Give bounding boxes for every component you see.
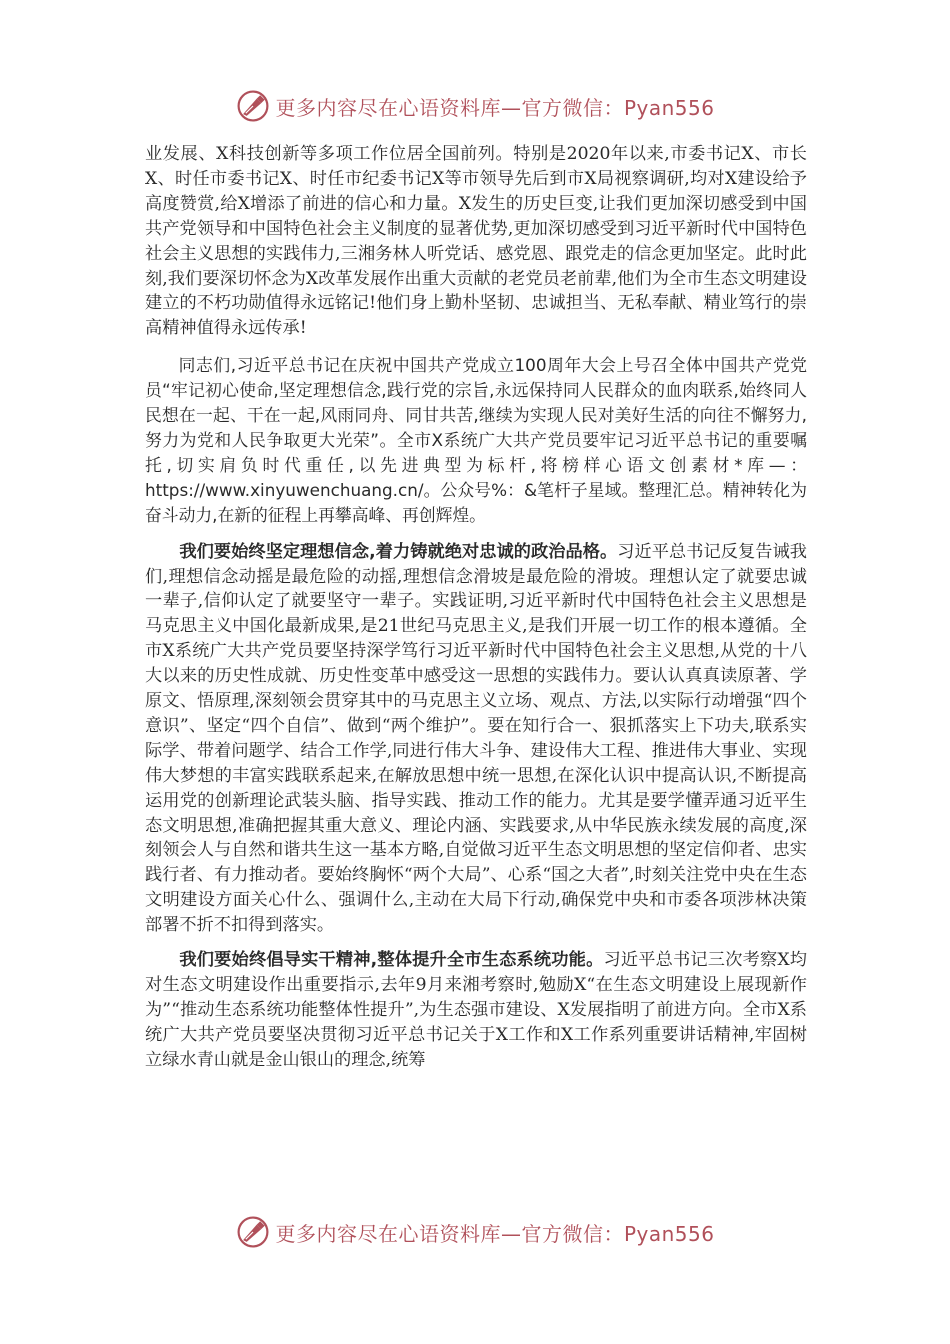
paragraph-3-body: 习近平总书记反复告诫我们,理想信念动摇是最危险的动摇,理想信念滑坡是最危险的滑坡。理想认定了就要忠诚一辈子,信仰认定了就要坚守一辈子。实践证明,习近平新时代中国特色社会主义思想是马克思主义中国化最新成果,是21世纪马克思主义,是我们开展一切工作的根本遵循。全市X系统广大共产党员要坚持深学笃行习近平新时代中国特色社会主义思想,从党的十八大以来的历史性成就、历史性变革中感受这一思想的实践伟力。要认认真真读原著、学原文、悟原理,深刻领会贯穿其中的马克思主义立场、观点、方法,以实际行动增强“四个意识”、坚定“四个自信”、做到“两个维护”。要在知行合一、狠抓落实上下功夫,联系实际学、带着问题学、结合工作学,同进行伟大斗争、建设伟大工程、推进伟大事业、实现伟大梦想的丰富实践联系起来,在解放思想中统一思想,在深化认识中提高认识,不断提高运用党的创新理论武装头脑、指导实践、推动工作的能力。尤其是要学懂弄通习近平生态文明思想,准确把握其重大意义、理论内涵、实践要求,从中华民族永续发展的高度,深刻领会人与自然和谐共生这一基本方略,自觉做习近平生态文明思想的坚定信仰者、忠实践行者、有力推动者。要始终胸怀“两个大局”、心系“国之大者”,时刻关注党中央在生态文明建设方面关心什么、强调什么,主动在大局下行动,确保党中央和市委各项涉林决策部署不折不扣得到落实。 (145, 541, 807, 936)
header-banner (0, 86, 950, 126)
paragraph-3-heading: 我们要始终坚定理想信念,着力铸就绝对忠诚的政治品格。 (179, 541, 618, 562)
paragraph-4-heading: 我们要始终倡导实干精神,整体提升全市生态系统功能。 (179, 950, 604, 971)
footer-banner-text: 更多内容尽在心语资料库—官方微信：Pyan556 (275, 1221, 715, 1246)
paragraph-3 (145, 540, 807, 939)
document-body (145, 142, 807, 1083)
paragraph-1: 业发展、X科技创新等多项工作位居全国前列。特别是2020年以来,市委书记X、市长X、时任市委书记X、时任市纪委书记X等市领导先后到市X局视察调研,均对X建设给予高度赞赏,给X增添了前进的信心和力量。X发生的历史巨变,让我们更加深切感受到中国共产党领导和中国特色社会主义制度的显著优势,更加深切感受到习近平新时代中国特色社会主义思想的实践伟力,三湘务林人听党话、感党恩、跟党走的信念更加坚定。此时此刻,我们要深切怀念为X改革发展作出重大贡献的老党员老前辈,他们为全市生态文明建设建立的不朽功勋值得永远铭记!他们身上勤朴坚韧、忠诚担当、无私奉献、精业笃行的崇高精神值得永远传承! (145, 144, 807, 339)
pen-nib-icon (235, 1214, 271, 1250)
paragraph-2: 同志们,习近平总书记在庆祝中国共产党成立100周年大会上号召全体中国共产党党员“牢记初心使命,坚定理想信念,践行党的宗旨,永远保持同人民群众的血肉联系,始终同人民想在一起、干在一起,风雨同舟、同甘共苦,继续为实现人民对美好生活的向往不懈努力,努力为党和人民争取更大光荣”。全市X系统广大共产党员要牢记习近平总书记的重要嘱托,切实肩负时代重任,以先进典型为标杆,将榜样心语文创素材*库—：https://www.xinyuwenchuang.cn/。公众号%：&笔杆子星域。整理汇总。精神转化为奋斗动力,在新的征程上再攀高峰、再创辉煌。 (145, 355, 807, 525)
paragraph-4-body: 习近平总书记三次考察X均对生态文明建设作出重要指示,去年9月来湘考察时,勉励X“在生态文明建设上展现新作为”“推动生态系统功能整体性提升”,为生态强市建设、X发展指明了前进方向。全市X系统广大共产党员要坚决贯彻习近平总书记关于X工作和X工作系列重要讲话精神,牢固树立绿水青山就是金山银山的理念,统筹 (145, 950, 807, 1070)
paragraph-4 (145, 948, 807, 1073)
footer-banner (0, 1212, 950, 1252)
pen-nib-icon (235, 88, 271, 124)
header-banner-text: 更多内容尽在心语资料库—官方微信：Pyan556 (275, 95, 715, 120)
